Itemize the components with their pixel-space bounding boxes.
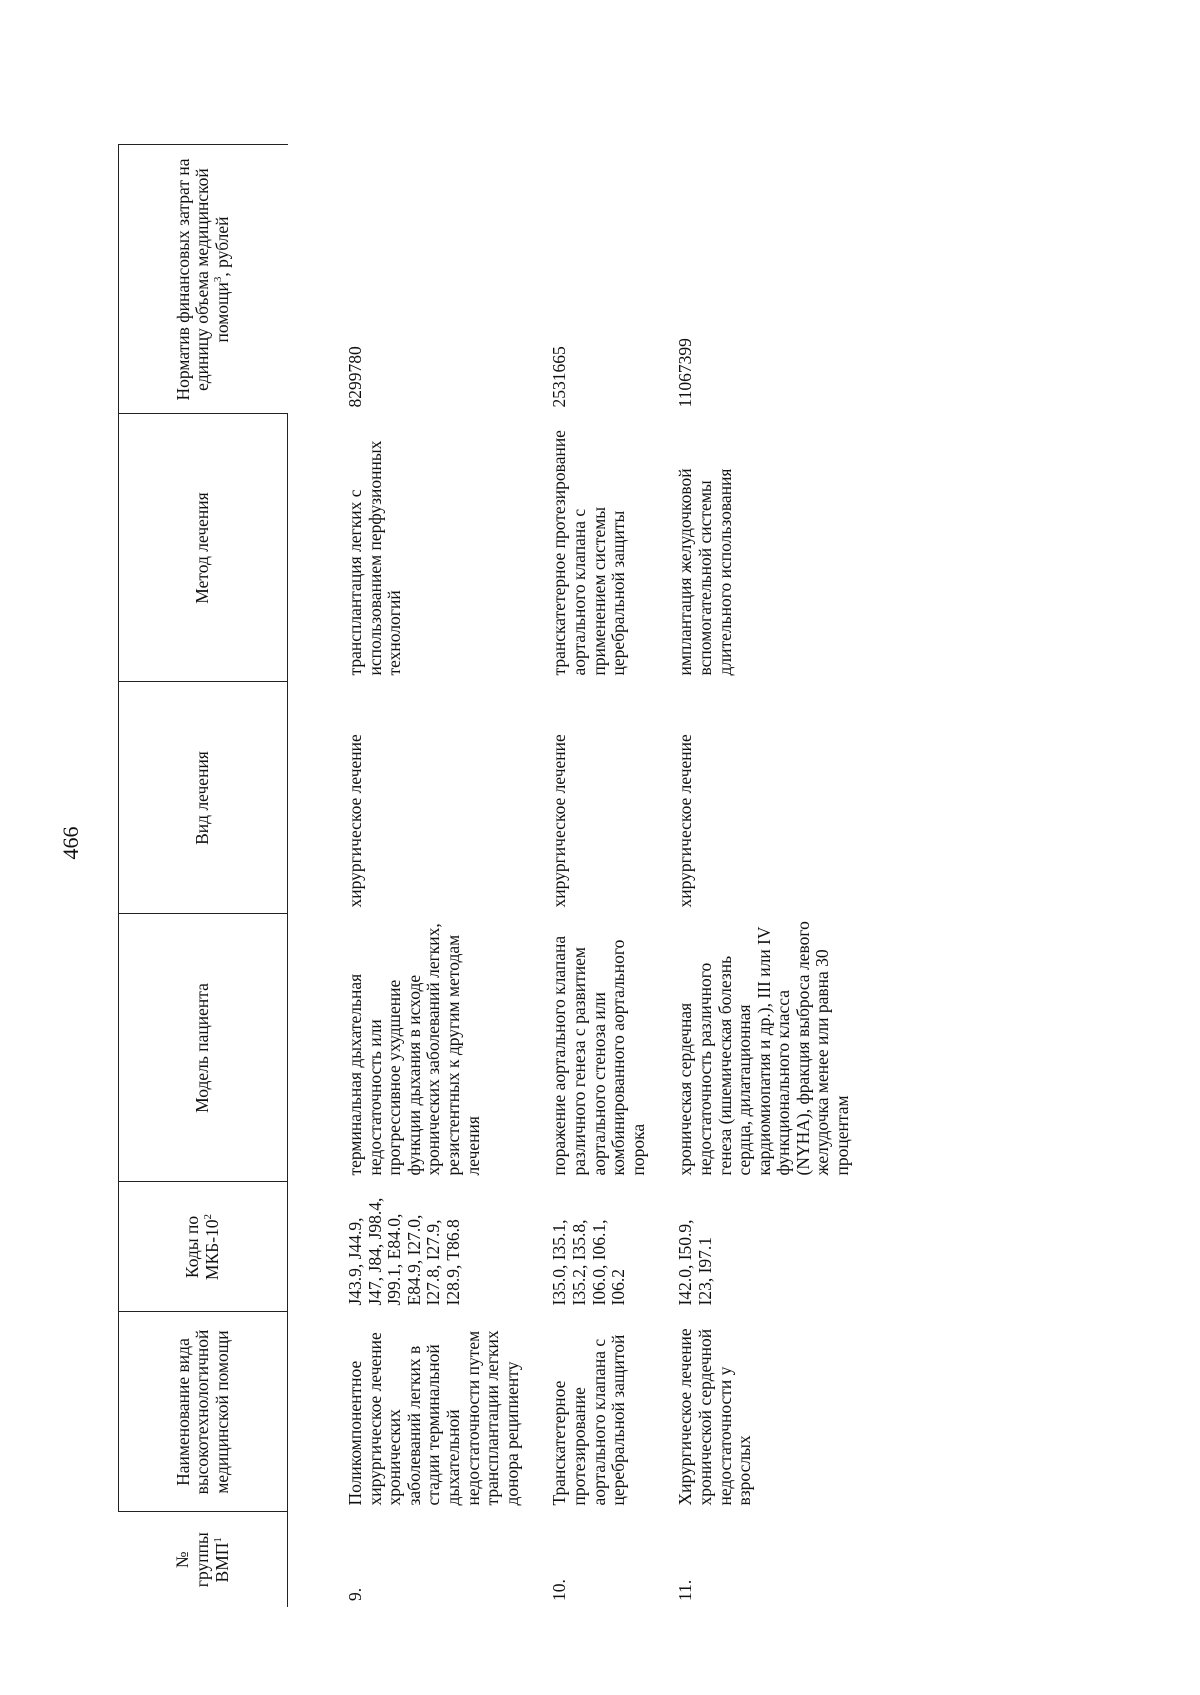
row-number: 9. [345,1587,365,1601]
icd-codes: I35.0, I35.1, I35.2, I35.8, I06.0, I06.1, I06.2 [549,1219,629,1306]
header-group-number: № группы ВМП$^1$ [119,1512,288,1607]
page-number: 466 [58,826,83,860]
care-type-name: Транскатетерное протезирование аортального клапана с церебральной защитой [549,1334,629,1506]
row-number: 10. [549,1579,570,1601]
header-treatment-method: Метод лечения [119,414,288,682]
table-row [676,145,880,1607]
patient-model: поражение аортального клапана различного генеза с развитием аортального стеноза или комбинированного аортального порока [549,935,648,1176]
icd-codes: J43.9, J44.9, J47, J84, J98.4, J99.1, E84.0, E84.9, I27.0, I27.8, I27.9, I28.9, T86.8 [345,1197,463,1306]
treatment-method: имплантация желудочковой вспомогательной системы длительного использования [675,468,735,676]
header-care-type-name: Наименование вида высокотехнологичной медицинской помощи [119,1312,288,1512]
icd-codes: I42.0, I50.9, I23, I97.1 [675,1219,715,1306]
treatment-type: хирургическое лечение [675,734,696,908]
patient-model: хроническая сердечная недостаточность различного генеза (ишемическая болезнь сердца, дилатационная кардиомиопатия и др.), III или IV функционального класса (NYHA), фракция выброса левого желудочка менее или равна 30 процентам [675,921,853,1176]
table-row [550,145,676,1607]
row-number: 11. [675,1579,696,1601]
care-type-name: Поликомпонентное хирургическое лечение хронических заболеваний легких в стадии терминальной дыхательной недостаточности путем трансплантации легких донора реципиенту [345,1330,522,1506]
treatment-type: хирургическое лечение [549,734,570,908]
care-type-name: Хирургическое лечение хронической сердечной недостаточности у взрослых [675,1328,755,1506]
cost-norm: 2531665 [549,346,570,408]
vmp-table [118,145,881,1608]
cost-norm: 11067399 [675,338,696,408]
table-header-row [119,145,288,1607]
treatment-method: транскатетерное протезирование аортального клапана с применением системы церебральной защиты [549,430,629,676]
header-treatment-type: Вид лечения [119,682,288,914]
treatment-method: трансплантация легких с использованием перфузионных технологий [345,440,405,676]
header-icd-codes: Коды по МКБ-$10^2$ [119,1182,288,1312]
header-patient-model: Модель пациента [119,914,288,1182]
table-row [288,145,551,1607]
header-cost-norm: Норматив финансовых затрат на единицу объема медицинской помощи$^3$, рублей [119,145,288,414]
treatment-type: хирургическое лечение [345,734,365,908]
patient-model: терминальная дыхательная недостаточность или прогрессивное ухудшение функции дыхания в исходе хронических заболеваний легких, резистентных к другим методам лечения [345,923,483,1176]
cost-norm: 8299780 [344,346,365,408]
